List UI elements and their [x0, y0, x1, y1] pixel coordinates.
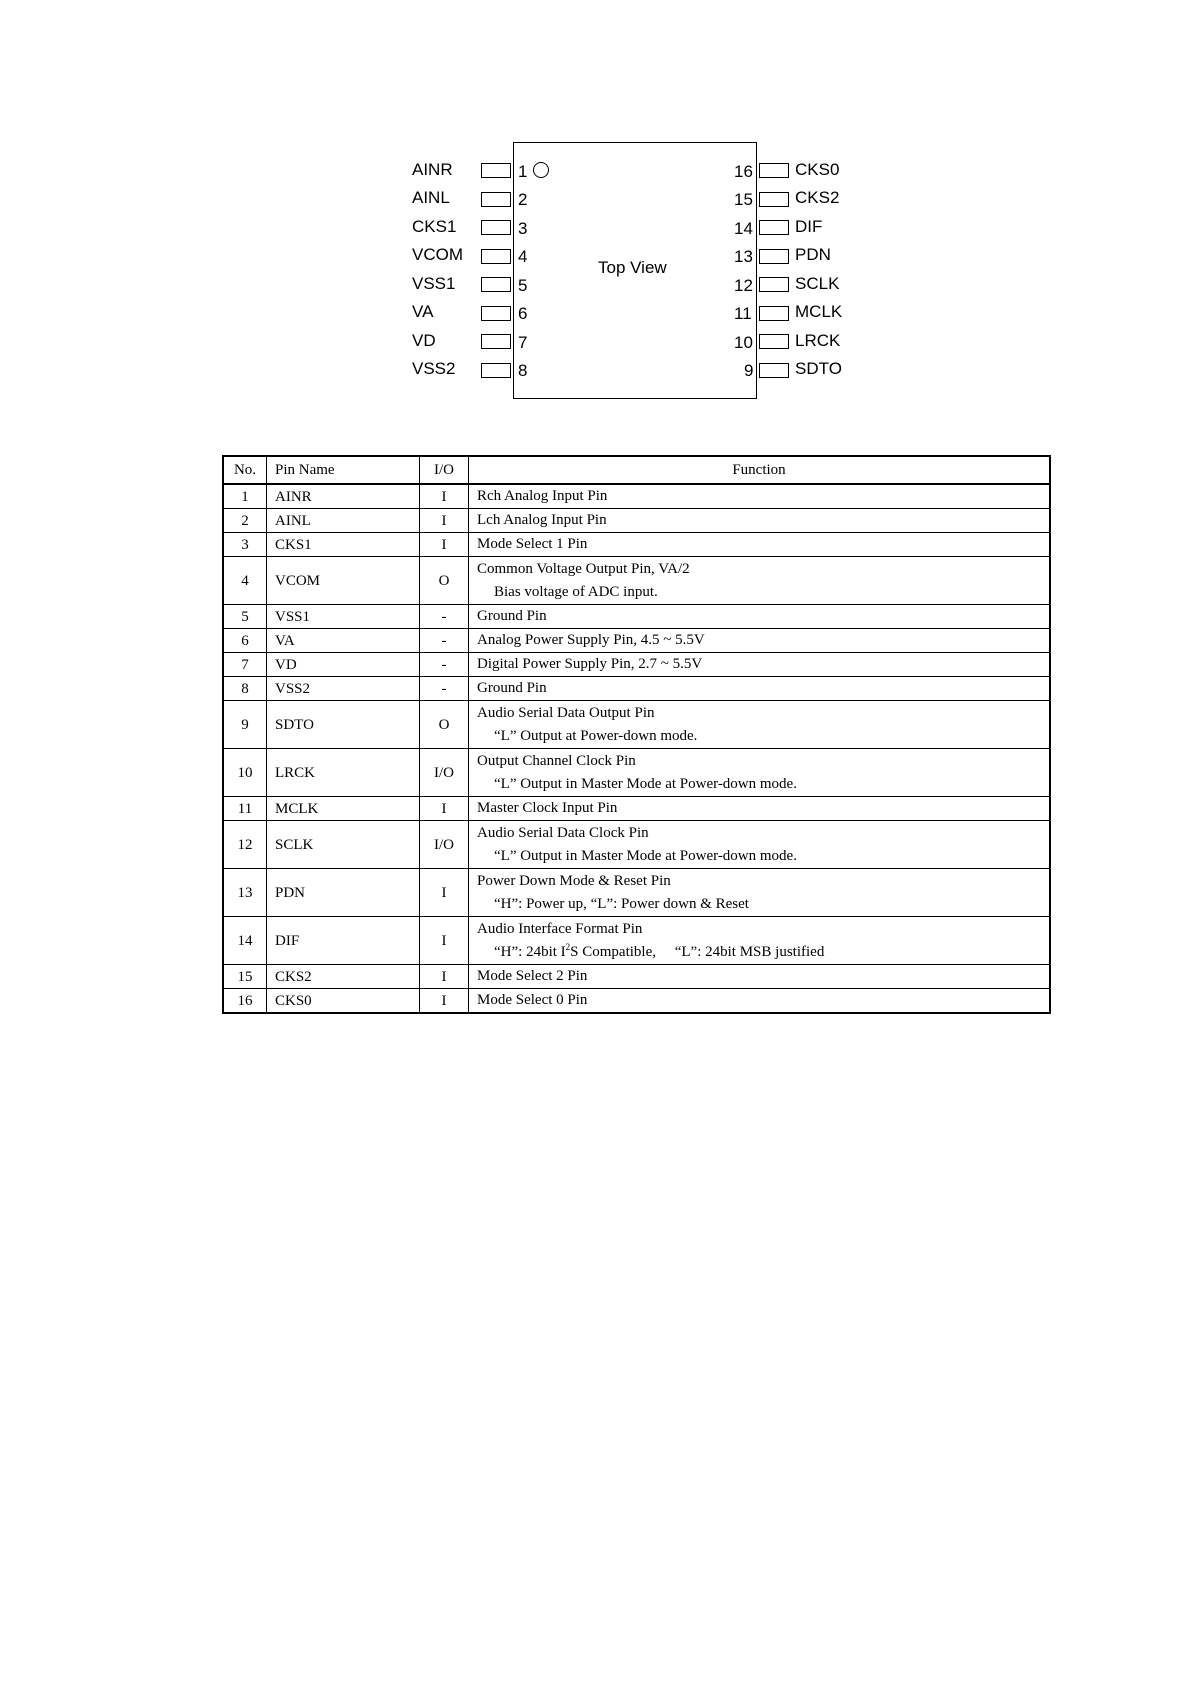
function-text: Mode Select 1 Pin: [477, 536, 588, 552]
function-text: Digital Power Supply Pin, 2.7 ~ 5.5V: [477, 656, 703, 672]
header-pin-name: Pin Name: [267, 456, 420, 484]
table-row: [223, 653, 1050, 677]
cell-pin-name: VD: [267, 653, 420, 677]
pin-number: 10: [734, 333, 753, 352]
cell-io: -: [420, 629, 469, 653]
cell-io: I: [420, 869, 469, 917]
cell-function: [469, 677, 1051, 701]
cell-no: 12: [223, 821, 267, 869]
cell-no: 13: [223, 869, 267, 917]
pin-name: MCLK: [795, 302, 843, 321]
cell-pin-name: CKS2: [267, 965, 420, 989]
function-text: Mode Select 0 Pin: [477, 992, 588, 1008]
cell-function: [469, 605, 1051, 629]
table-row: [223, 557, 1050, 605]
cell-pin-name: VCOM: [267, 557, 420, 605]
cell-no: 5: [223, 605, 267, 629]
pin-lead: [481, 163, 511, 178]
pin-number: 15: [734, 190, 753, 209]
cell-pin-name: VSS2: [267, 677, 420, 701]
cell-io: -: [420, 677, 469, 701]
function-text: Rch Analog Input Pin: [477, 488, 608, 504]
pin-name: SCLK: [795, 274, 840, 293]
table-row: [223, 797, 1050, 821]
pin-lead: [481, 306, 511, 321]
cell-function: [469, 629, 1051, 653]
pin-number: 6: [518, 304, 528, 323]
pin-name: VSS2: [412, 359, 456, 378]
table-row: [223, 917, 1050, 965]
cell-function: [469, 869, 1051, 917]
cell-function: [469, 797, 1051, 821]
pin-number: 8: [518, 361, 528, 380]
table-row: [223, 701, 1050, 749]
table-row: [223, 509, 1050, 533]
cell-no: 6: [223, 629, 267, 653]
pin-lead: [759, 163, 789, 178]
cell-no: 9: [223, 701, 267, 749]
function-text: Audio Interface Format Pin: [477, 921, 643, 937]
cell-io: -: [420, 605, 469, 629]
function-text: Mode Select 2 Pin: [477, 968, 588, 984]
cell-pin-name: LRCK: [267, 749, 420, 797]
cell-no: 14: [223, 917, 267, 965]
pin-name: VSS1: [412, 274, 456, 293]
pin-name: CKS0: [795, 160, 840, 179]
cell-pin-name: PDN: [267, 869, 420, 917]
pin-name: SDTO: [795, 359, 842, 378]
cell-function: [469, 653, 1051, 677]
cell-function: [469, 484, 1051, 509]
table-row: [223, 989, 1050, 1014]
pin-name: VD: [412, 331, 436, 350]
cell-pin-name: AINR: [267, 484, 420, 509]
pin-number: 11: [734, 304, 752, 323]
function-text: Common Voltage Output Pin, VA/2: [477, 561, 690, 577]
cell-no: 2: [223, 509, 267, 533]
table-row: [223, 677, 1050, 701]
pin-number: 4: [518, 247, 528, 266]
cell-no: 8: [223, 677, 267, 701]
cell-no: 16: [223, 989, 267, 1014]
cell-pin-name: SCLK: [267, 821, 420, 869]
cell-pin-name: AINL: [267, 509, 420, 533]
pin-lead: [759, 192, 789, 207]
pin-name: VA: [412, 302, 434, 321]
cell-pin-name: DIF: [267, 917, 420, 965]
cell-io: O: [420, 701, 469, 749]
function-note: Bias voltage of ADC input.: [494, 584, 658, 600]
pin-lead: [759, 363, 789, 378]
cell-function: [469, 917, 1051, 965]
cell-pin-name: VA: [267, 629, 420, 653]
pin-number: 2: [518, 190, 528, 209]
pin-name: CKS2: [795, 188, 840, 207]
cell-io: I: [420, 509, 469, 533]
cell-io: I: [420, 484, 469, 509]
pin-lead: [759, 306, 789, 321]
table-row: [223, 605, 1050, 629]
pin-number: 7: [518, 333, 528, 352]
pin-lead: [481, 334, 511, 349]
function-note: “H”: Power up, “L”: Power down & Reset: [494, 896, 749, 912]
cell-no: 7: [223, 653, 267, 677]
pin-lead: [759, 334, 789, 349]
cell-io: I/O: [420, 749, 469, 797]
note-part-b: S Compatible, “L”: 24bit MSB justified: [570, 944, 825, 960]
pin-name: AINR: [412, 160, 453, 179]
note-part-a: “H”: 24bit I: [494, 944, 566, 960]
function-text: Ground Pin: [477, 608, 547, 624]
cell-io: I: [420, 797, 469, 821]
cell-function: [469, 701, 1051, 749]
cell-function: [469, 509, 1051, 533]
function-text: Audio Serial Data Output Pin: [477, 705, 655, 721]
pin-number: 5: [518, 276, 528, 295]
pin-function-table: [222, 455, 1051, 1014]
pin-name: LRCK: [795, 331, 841, 350]
header-function: Function: [469, 456, 1051, 484]
cell-io: I: [420, 533, 469, 557]
cell-no: 1: [223, 484, 267, 509]
function-note: “L” Output in Master Mode at Power-down mode.: [494, 848, 797, 864]
cell-function: [469, 533, 1051, 557]
pin-name: DIF: [795, 217, 823, 236]
function-note: [477, 941, 1049, 963]
cell-pin-name: CKS1: [267, 533, 420, 557]
cell-pin-name: MCLK: [267, 797, 420, 821]
function-text: Lch Analog Input Pin: [477, 512, 607, 528]
cell-no: 10: [223, 749, 267, 797]
pin-name: AINL: [412, 188, 450, 207]
cell-no: 3: [223, 533, 267, 557]
cell-io: I: [420, 917, 469, 965]
cell-io: I/O: [420, 821, 469, 869]
cell-io: O: [420, 557, 469, 605]
pin-name: PDN: [795, 245, 831, 264]
pin-lead: [481, 220, 511, 235]
header-io: I/O: [420, 456, 469, 484]
pin-lead: [481, 192, 511, 207]
function-note: “L” Output at Power-down mode.: [494, 728, 698, 744]
cell-function: [469, 821, 1051, 869]
table-row: [223, 629, 1050, 653]
pin-number: 9: [744, 361, 754, 380]
cell-no: 11: [223, 797, 267, 821]
pin-lead: [759, 277, 789, 292]
cell-pin-name: CKS0: [267, 989, 420, 1014]
table-row: [223, 869, 1050, 917]
cell-io: I: [420, 989, 469, 1014]
pin-number: 3: [518, 219, 528, 238]
function-note: “L” Output in Master Mode at Power-down mode.: [494, 776, 797, 792]
function-text: Ground Pin: [477, 680, 547, 696]
cell-function: [469, 557, 1051, 605]
table-row: [223, 749, 1050, 797]
pin-number: 12: [734, 276, 753, 295]
note-superscript: 2: [565, 942, 571, 952]
table-header-row: [223, 456, 1050, 484]
pin-lead: [759, 249, 789, 264]
cell-function: [469, 989, 1051, 1014]
pin1-marker-icon: [533, 162, 549, 178]
pin-number: 16: [734, 162, 753, 181]
pin-lead: [481, 249, 511, 264]
cell-function: [469, 749, 1051, 797]
function-text: Master Clock Input Pin: [477, 800, 618, 816]
cell-no: 4: [223, 557, 267, 605]
cell-no: 15: [223, 965, 267, 989]
cell-pin-name: SDTO: [267, 701, 420, 749]
table-row: [223, 965, 1050, 989]
table-row: [223, 484, 1050, 509]
pin-diagram: [0, 0, 1191, 420]
cell-io: -: [420, 653, 469, 677]
pin-number: 1: [518, 162, 528, 181]
pin-lead: [481, 277, 511, 292]
function-text: Audio Serial Data Clock Pin: [477, 825, 649, 841]
pin-lead: [481, 363, 511, 378]
cell-pin-name: VSS1: [267, 605, 420, 629]
pin-name: CKS1: [412, 217, 457, 236]
pin-number: 14: [734, 219, 753, 238]
header-no: No.: [223, 456, 267, 484]
pin-lead: [759, 220, 789, 235]
function-text: Analog Power Supply Pin, 4.5 ~ 5.5V: [477, 632, 705, 648]
top-view-label: Top View: [598, 258, 667, 277]
function-text: Output Channel Clock Pin: [477, 753, 636, 769]
pin-number: 13: [734, 247, 753, 266]
table-row: [223, 821, 1050, 869]
cell-function: [469, 965, 1051, 989]
cell-io: I: [420, 965, 469, 989]
pin-name: VCOM: [412, 245, 463, 264]
table-row: [223, 533, 1050, 557]
function-text: Power Down Mode & Reset Pin: [477, 873, 671, 889]
